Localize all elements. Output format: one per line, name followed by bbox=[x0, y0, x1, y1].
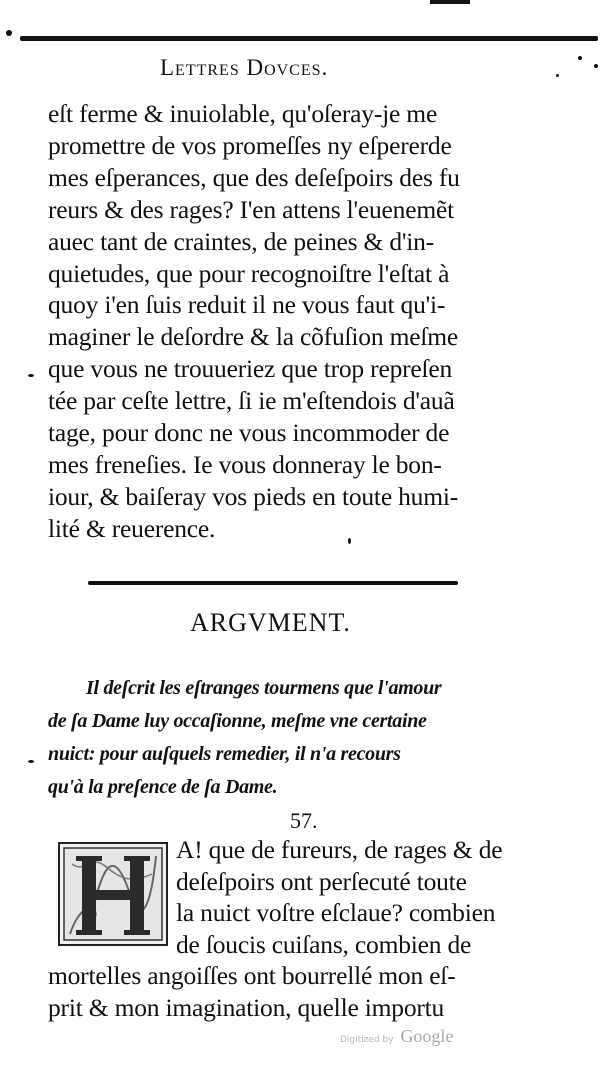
text-line: deſeſpoirs ont perſecuté toute bbox=[176, 866, 467, 896]
text-line: mes eſperances, que des deſeſpoirs des fu bbox=[48, 162, 460, 192]
ink-speck bbox=[28, 374, 34, 377]
ink-speck bbox=[594, 64, 598, 68]
text-line: lité & reuerence. bbox=[48, 513, 216, 543]
running-head: Lettres Dovces. bbox=[160, 55, 329, 80]
text-line: maginer le deſordre & la cõfuſion meſme bbox=[48, 322, 458, 352]
text-line: A! que de fureurs, de rages & de bbox=[176, 835, 503, 864]
ink-speck bbox=[556, 74, 559, 77]
text-line: iour, & baiſeray vos pieds en toute humi- bbox=[48, 481, 459, 511]
argument-text bbox=[48, 672, 548, 804]
ink-speck bbox=[578, 56, 582, 60]
watermark-prefix: Digitized by bbox=[340, 1035, 394, 1045]
text-line: tée par ceſte lettre, ſi ie m'eſtendois d'auã bbox=[48, 386, 455, 416]
ink-speck bbox=[28, 760, 34, 763]
argument-heading: ARGVMENT. bbox=[190, 608, 351, 637]
text-line: promettre de vos promeſſes ny eſpererde bbox=[48, 130, 452, 160]
section-rule bbox=[88, 581, 458, 585]
text-line: quietudes, que pour recognoiſtre l'eſtat à bbox=[48, 258, 450, 288]
argument-line: Il deſcrit les eſtranges tourmens que l'amour bbox=[86, 677, 442, 699]
letter-body bbox=[48, 834, 548, 1023]
argument-line: de ſa Dame luy occaſionne, meſme vne certaine bbox=[48, 710, 427, 732]
digitization-watermark bbox=[340, 1026, 453, 1047]
argument-line: nuict: pour auſquels remedier, il n'a recours bbox=[48, 743, 401, 765]
text-line: prit & mon imagination, quelle importu bbox=[48, 992, 445, 1022]
top-edge-mark bbox=[430, 0, 470, 4]
text-line: mortelles angoiſſes ont bourrellé mon eſ- bbox=[48, 961, 456, 990]
text-line: de ſoucis cuiſans, combien de bbox=[176, 929, 472, 959]
argument-line: qu'à la preſence de ſa Dame. bbox=[48, 776, 278, 798]
text-line: la nuict voſtre eſclaue? combien bbox=[176, 898, 496, 927]
text-line: auec tant de craintes, de peines & d'in- bbox=[48, 226, 435, 256]
ink-speck bbox=[6, 30, 12, 36]
watermark-brand: Google bbox=[400, 1026, 454, 1046]
letter-body-continued bbox=[48, 98, 548, 545]
text-line: mes freneſies. Ie vous donneray le bon- bbox=[48, 449, 442, 479]
text-line: tage, pour donc ne vous incommoder de bbox=[48, 418, 450, 448]
text-line: reurs & des rages? I'en attens l'euenemẽt bbox=[48, 194, 454, 224]
text-line: quoy i'en ſuis reduit il ne vous faut qu'i- bbox=[48, 290, 446, 320]
page-number: 57. bbox=[290, 808, 318, 833]
top-rule bbox=[20, 36, 598, 41]
text-line: que vous ne trouueriez que trop repreſen bbox=[48, 354, 453, 384]
text-line: eſt ferme & inuiolable, qu'oſeray-je me bbox=[48, 99, 438, 128]
